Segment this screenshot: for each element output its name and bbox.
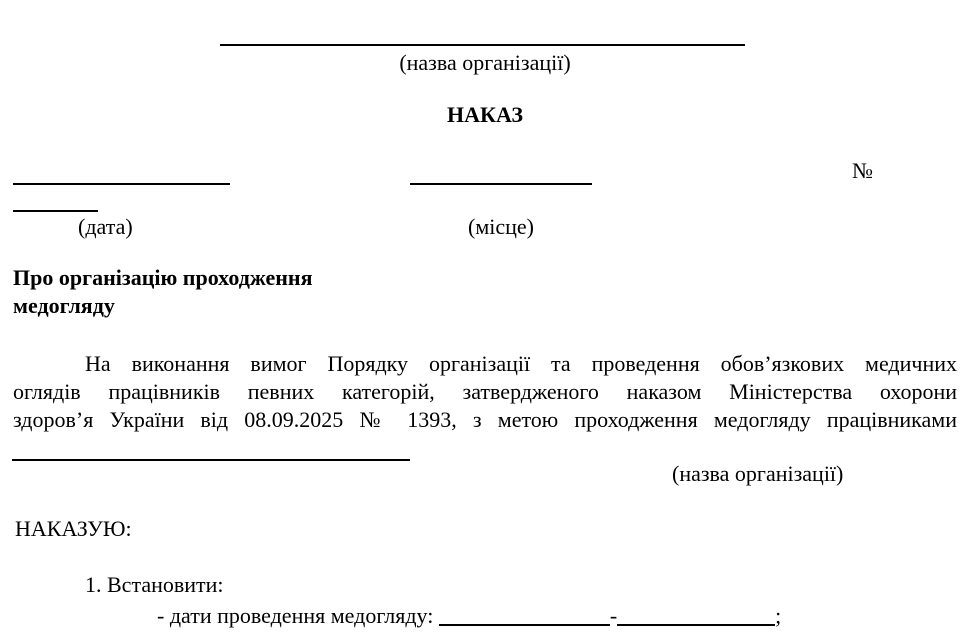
body-paragraph xyxy=(13,350,957,434)
place-caption: (місце) xyxy=(468,214,534,239)
subitem-dates-terminator: ; xyxy=(775,603,782,628)
date-caption: (дата) xyxy=(78,214,133,239)
org-name-caption: (назва організації) xyxy=(399,50,571,75)
body-line-3: здоров’я України від 08.09.2025 № 1393, з метою проходження медогляду працівниками xyxy=(13,407,957,432)
body-line-2: оглядів працівників певних категорій, затвердженого наказом Міністерства охорони xyxy=(13,379,957,404)
place-blank-line xyxy=(410,183,592,185)
subject-line-1: Про організацію проходження xyxy=(13,265,313,290)
org-name-caption-2: (назва організації) xyxy=(672,461,844,486)
org-name-blank-line-2 xyxy=(12,459,410,461)
subject-line-2: медогляду xyxy=(13,293,115,318)
number-sign: № xyxy=(852,158,873,183)
dates-separator: - xyxy=(609,603,618,628)
date-to-blank xyxy=(617,624,775,626)
resolution-item-1: 1. Встановити: xyxy=(85,572,224,597)
number-blank-line xyxy=(13,210,98,212)
resolution-verb: НАКАЗУЮ: xyxy=(15,516,132,541)
document-title: НАКАЗ xyxy=(447,102,523,127)
org-name-blank-line xyxy=(220,44,745,46)
body-line-1: На виконання вимог Порядку організації та проведення обов’язкових медичних xyxy=(85,351,957,376)
date-from-blank xyxy=(439,624,610,626)
date-blank-line xyxy=(13,183,230,185)
resolution-subitem-dates xyxy=(157,602,781,630)
subitem-dates-label: - дати проведення медогляду: xyxy=(157,603,434,628)
